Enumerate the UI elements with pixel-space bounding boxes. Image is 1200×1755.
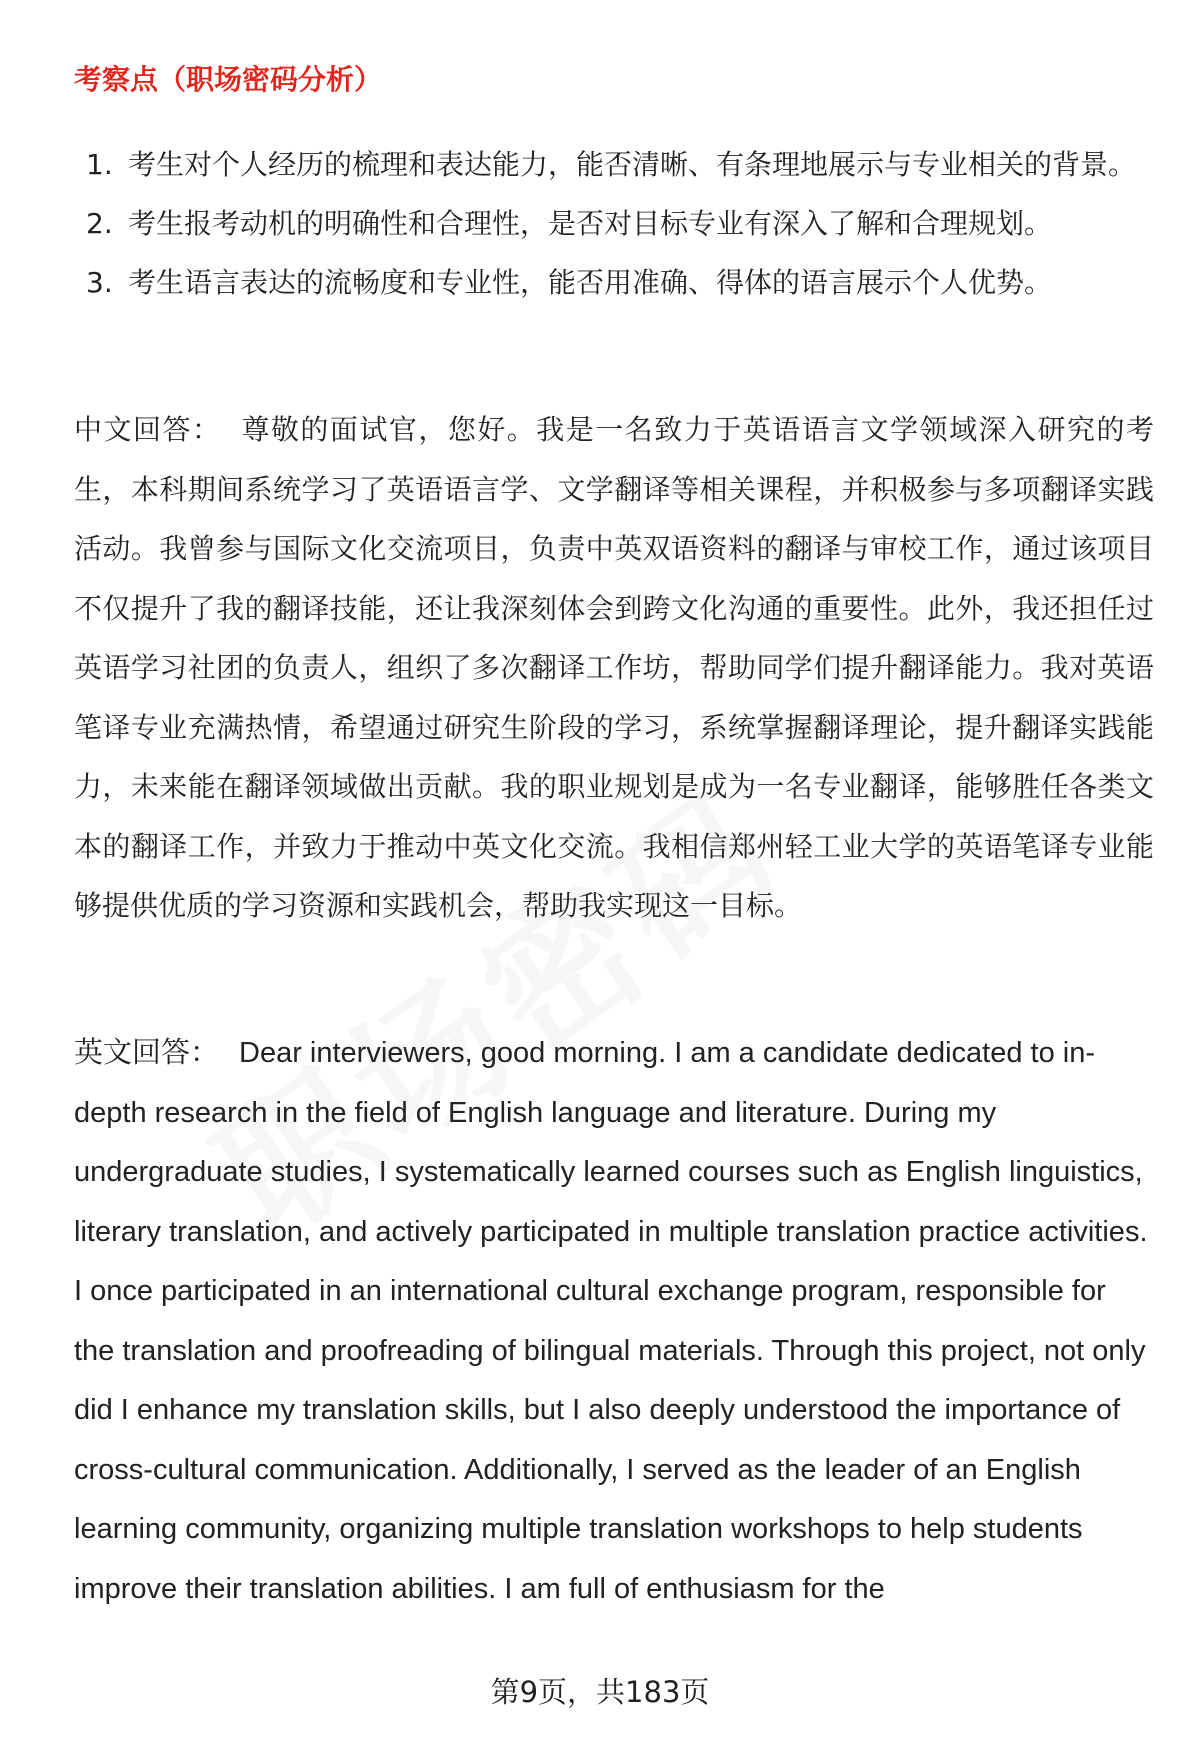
english-answer-text: Dear interviewers, good morning. I am a candidate dedicated to in-depth research in the field of English language and literature. During my undergraduate studies, I systematically learned courses such as English linguistics, literary translation, and actively participated in multiple translation practice activities. I once participated in an international cultural exchange program, responsible for the translation and proofreading of bilingual materials. Through this project, not only did I enhance my translation skills, but I also deeply understood the importance of cross-cultural communication. Additionally, I served as the leader of an English learning community, organizing multiple translation workshops to help students improve their translation abilities. I am full of enthusiasm for the	[74, 1037, 1148, 1605]
chinese-answer-paragraph	[74, 400, 1154, 936]
list-item-number: 3.	[86, 266, 113, 299]
page-number-footer: 第9页，共183页	[490, 1675, 710, 1709]
english-answer-paragraph	[74, 1024, 1154, 1619]
section-heading: 考察点（职场密码分析）	[74, 63, 383, 96]
list-item-text: 考生报考动机的明确性和合理性，是否对目标专业有深入了解和合理规划。	[128, 207, 1053, 240]
english-answer-label: 英文回答：	[74, 1037, 220, 1069]
list-item-number: 1.	[86, 148, 113, 181]
list-item	[74, 194, 1154, 253]
list-item-text: 考生语言表达的流畅度和专业性，能否用准确、得体的语言展示个人优势。	[128, 266, 1053, 299]
list-item	[74, 135, 1154, 194]
points-list	[74, 135, 1154, 312]
chinese-answer-text: 尊敬的面试官，您好。我是一名致力于英语语言文学领域深入研究的考生，本科期间系统学习了英语语言学、文学翻译等相关课程，并积极参与多项翻译实践活动。我曾参与国际文化交流项目，负责中英双语资料的翻译与审校工作，通过该项目不仅提升了我的翻译技能，还让我深刻体会到跨文化沟通的重要性。此外，我还担任过英语学习社团的负责人，组织了多次翻译工作坊，帮助同学们提升翻译能力。我对英语笔译专业充满热情，希望通过研究生阶段的学习，系统掌握翻译理论，提升翻译实践能力，未来能在翻译领域做出贡献。我的职业规划是成为一名专业翻译，能够胜任各类文本的翻译工作，并致力于推动中英文化交流。我相信郑州轻工业大学的英语笔译专业能够提供优质的学习资源和实践机会，帮助我实现这一目标。	[74, 413, 1154, 922]
list-item	[74, 253, 1154, 312]
chinese-answer-label: 中文回答：	[74, 413, 222, 446]
list-item-number: 2.	[86, 207, 113, 240]
list-item-text: 考生对个人经历的梳理和表达能力，能否清晰、有条理地展示与专业相关的背景。	[128, 148, 1137, 181]
